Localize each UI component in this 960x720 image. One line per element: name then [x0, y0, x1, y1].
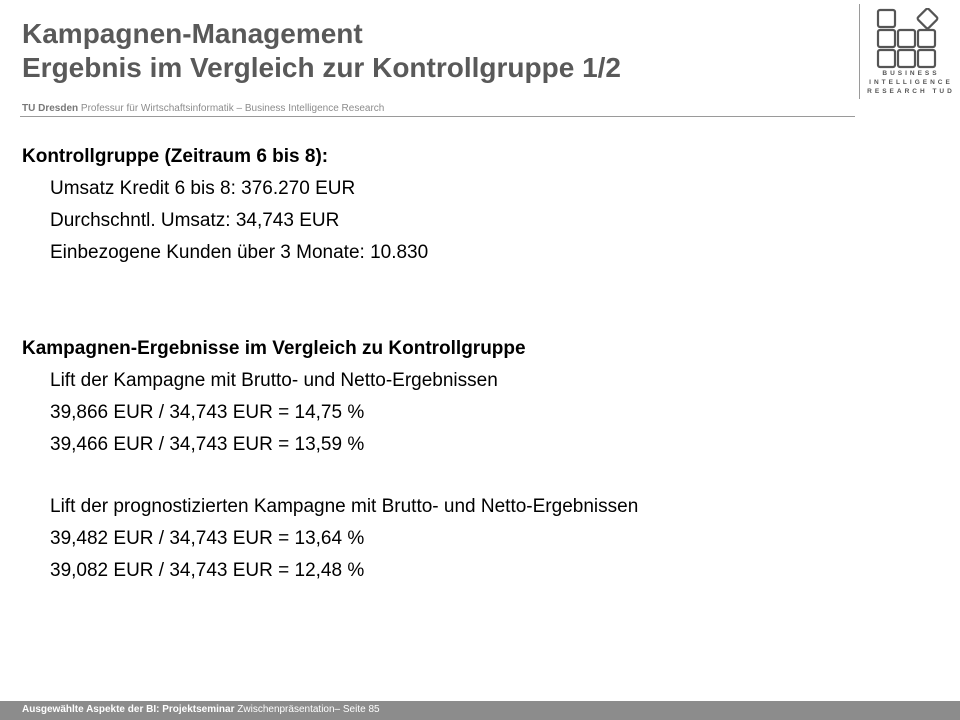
slide-title-line1: Kampagnen-Management: [22, 18, 363, 49]
kampagnen-heading: Kampagnen-Ergebnisse im Vergleich zu Kontrollgruppe: [22, 338, 526, 359]
kampagnen-line: 39,866 EUR / 34,743 EUR = 14,75 %: [50, 402, 365, 423]
kontrollgruppe-line: Durchschntl. Umsatz: 34,743 EUR: [50, 210, 340, 231]
slide-title: [22, 17, 822, 85]
kampagnen-line: 39,466 EUR / 34,743 EUR = 13,59 %: [50, 434, 365, 455]
logo-wordmark: [865, 69, 957, 96]
prognose-line: Lift der prognostizierten Kampagne mit Brutto- und Netto-Ergebnissen: [50, 496, 639, 517]
kampagnen-line: Lift der Kampagne mit Brutto- und Netto-Ergebnissen: [50, 370, 498, 391]
footer-page: Zwischenpräsentation– Seite 85: [234, 704, 380, 715]
footer-bar: [0, 701, 960, 720]
logo-divider: [859, 4, 860, 99]
institution-chair: Professur für Wirtschaftsinformatik – Business Intelligence Research: [78, 103, 385, 114]
footer-course: Ausgewählte Aspekte der BI: Projektseminar: [22, 704, 235, 715]
slide-title-line2: Ergebnis im Vergleich zur Kontrollgruppe 1/2: [22, 52, 622, 83]
bi-research-logo-icon: [876, 8, 946, 70]
logo-word-business: BUSINESS: [882, 70, 940, 77]
kontrollgruppe-line: Einbezogene Kunden über 3 Monate: 10.830: [50, 242, 429, 263]
institution-name: TU Dresden: [22, 103, 79, 114]
footer-text: [22, 704, 380, 716]
section-spacer: [22, 269, 922, 333]
kontrollgruppe-line: Umsatz Kredit 6 bis 8: 376.270 EUR: [50, 178, 356, 199]
prognose-line: 39,082 EUR / 34,743 EUR = 12,48 %: [50, 560, 365, 581]
kontrollgruppe-heading: Kontrollgruppe (Zeitraum 6 bis 8):: [22, 146, 329, 167]
header-divider: [20, 116, 855, 117]
slide-body: [22, 141, 922, 587]
logo-word-intelligence: INTELLIGENCE: [869, 79, 953, 86]
logo-word-research: RESEARCH TUD: [867, 88, 955, 95]
prognose-line: 39,482 EUR / 34,743 EUR = 13,64 %: [50, 528, 365, 549]
institution-line: [22, 103, 384, 115]
block-spacer: [22, 461, 922, 491]
